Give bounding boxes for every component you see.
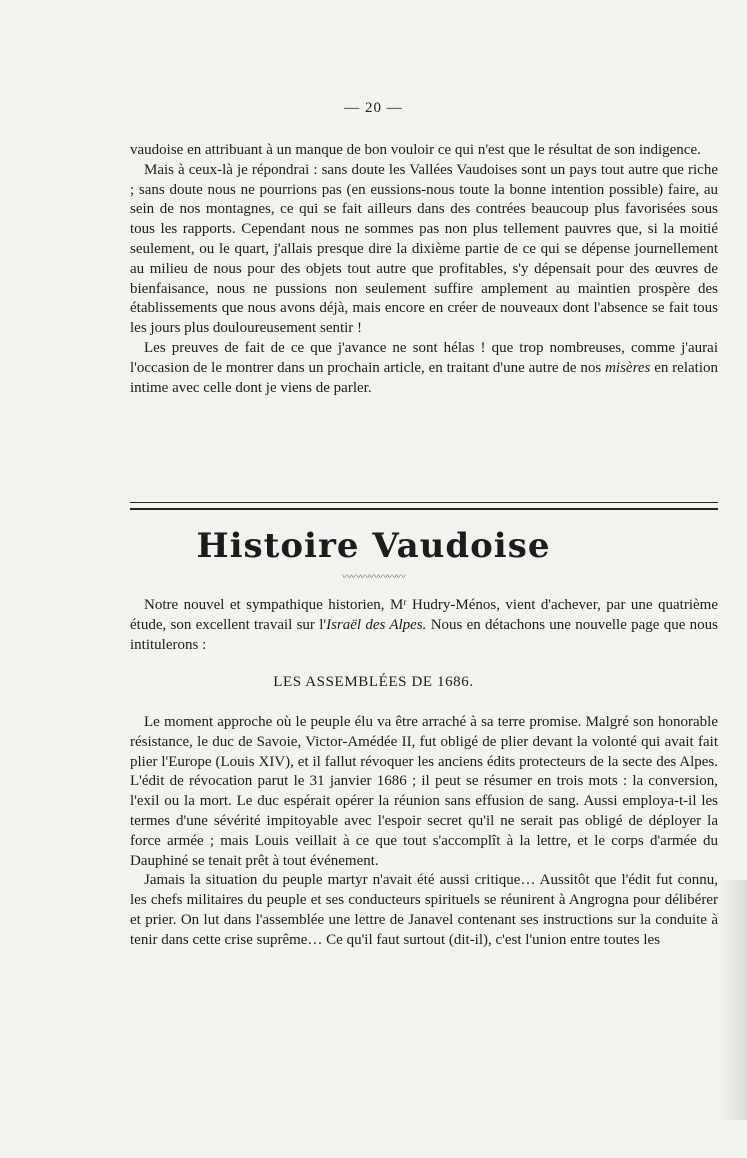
section-divider [130,502,718,510]
body-paragraph-1: Le moment approche où le peuple élu va être arraché à sa terre promise. Malgré son honorable résistance, le duc de Savoie, Victor-Amédée II, fut obligé de plier devant la volonté qui avait fait plier l'Europe (Louis XIV), et il fallut révoquer les anciens édits protecteurs de la secte des Alpes. L'édit de révocation parut le 31 janvier 1686 ; il peut se résumer en trois mots : la conversion, l'exil ou la mort. Le duc espérait opérer la réunion sans effusion de sang. Aussi employa-t-il les termes d'une sévérité impitoyable avec l'espoir secret qu'il ne serait pas obligé de déployer la force armée ; mais Louis veillait à ce que tout s'accomplît à la lettre, et le corps d'armée du Dauphiné se tenait prêt à tout événement. [130,714,718,869]
article-body [130,713,718,951]
title-ornament: 〰〰〰〰〰〰〰 [342,572,405,583]
intro-paragraph-3-end: en relation intime avec celle dont je viens de parler. [130,359,718,396]
intro-paragraph-3-emphasis: misères [605,359,651,376]
article-subheading: LES ASSEMBLÉES DE 1686. [273,674,474,690]
article-intro [130,596,718,655]
article-intro-paragraph [130,596,718,655]
article-intro-emphasis: Israël des Alpes. [326,616,427,633]
section-title: Histoire Vaudoise [196,526,551,566]
article-intro-start: Notre nouvel et sympathique historien, Mʳ Hudry-Ménos, vient d'achever, par une quatrième étude, son excellent travail sur l' [130,597,718,633]
article-intro-end: Nous en détachons une nouvelle page que nous intitulerons : [130,616,718,653]
intro-paragraph-2: Mais à ceux-là je répondrai : sans doute les Vallées Vaudoises sont un pays tout autre que riche ; sans doute nous ne pourrions pas (en eussions-nous toute la bonne intention possible) faire, au sein de nos montagnes, ce qui se fait ailleurs dans des contrées beaucoup plus favorisées sous tous les rapports. Cependant nous ne sommes pas non plus tellement pauvres que, si la moitié seulement, ou le quart, j'allais presque dire la dixième partie de ce qui se dépense journellement au milieu de nous pour des objets tout autre que profitables, s'y dépensait pour des œuvres de bienfaisance, nous ne pussions non seulement suffire amplement au maintien prospère des établissements que nous avons déjà, mais encore en créer de nouveaux dont l'absence se fait tous les jours plus douloureusement sentir ! [130,161,718,337]
page-edge-shadow [719,880,747,1120]
page-number: — 20 — [344,100,403,116]
intro-paragraph-1: vaudoise en attribuant à un manque de bon vouloir ce qui n'est que le résultat de son indigence. [130,142,701,158]
intro-paragraph-3 [130,339,718,398]
intro-paragraph-3-start: Les preuves de fait de ce que j'avance ne sont hélas ! que trop nombreuses, comme j'aurai l'occasion de le montrer dans un prochain article, en traitant d'une autre de nos [130,339,718,376]
body-paragraph-2: Jamais la situation du peuple martyr n'avait été aussi critique… Aussitôt que l'édit fut connu, les chefs militaires du peuple et ses conducteurs spirituels se réunirent à Angrogna pour délibérer et prier. On lut dans l'assemblée une lettre de Janavel contenant ses instructions sur la conduite à tenir dans cette crise suprême… Ce qu'il faut surtout (dit-il), c'est l'union entre toutes les [130,872,718,948]
intro-text [130,141,718,398]
